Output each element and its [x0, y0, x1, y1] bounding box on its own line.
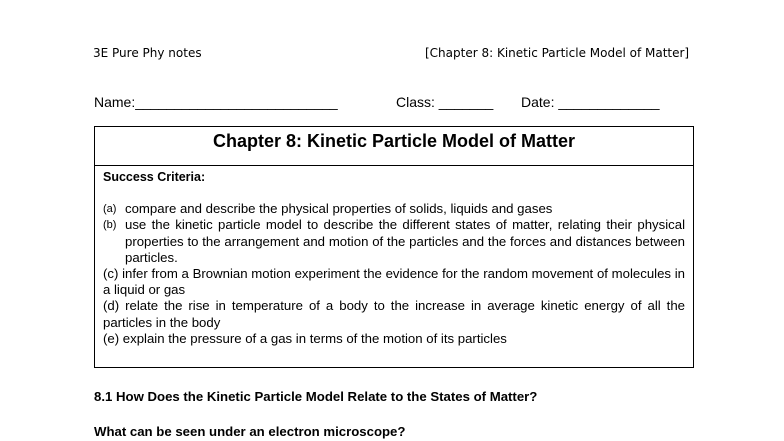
- header-chapter-label: [Chapter 8: Kinetic Particle Model of Matter]: [425, 46, 690, 60]
- section-subheading: What can be seen under an electron microscope?: [94, 424, 406, 439]
- class-field: Class: _______: [396, 94, 494, 110]
- criteria-item-marker: (a): [103, 203, 117, 216]
- criteria-item-text: compare and describe the physical properties of solids, liquids and gases: [125, 201, 553, 217]
- criteria-item-text: use the kinetic particle model to describe the different states of matter, relating their physical properties to the arrangement and motion of the particles and the forces and distances between particles.: [125, 217, 685, 265]
- chapter-box: [94, 126, 694, 368]
- criteria-item-b: [103, 217, 685, 266]
- header-course-label: 3E Pure Phy notes: [93, 46, 202, 60]
- criteria-item-a: [103, 201, 685, 217]
- success-criteria: [95, 166, 693, 347]
- section-heading: 8.1 How Does the Kinetic Particle Model Relate to the States of Matter?: [94, 389, 538, 404]
- chapter-title: Chapter 8: Kinetic Particle Model of Matter: [95, 127, 693, 166]
- criteria-item-e: (e) explain the pressure of a gas in terms of the motion of its particles: [103, 330, 507, 346]
- criteria-item-marker: (b): [103, 219, 117, 232]
- criteria-item-d: (d) relate the rise in temperature of a body to the increase in average kinetic energy of all the particles in the body: [103, 298, 685, 330]
- date-field: Date: _____________: [521, 94, 660, 110]
- success-criteria-heading: Success Criteria:: [103, 170, 206, 184]
- name-field: Name:__________________________: [94, 94, 338, 110]
- criteria-item-c: (c) infer from a Brownian motion experiment the evidence for the random movement of molecules in a liquid or gas: [103, 266, 685, 298]
